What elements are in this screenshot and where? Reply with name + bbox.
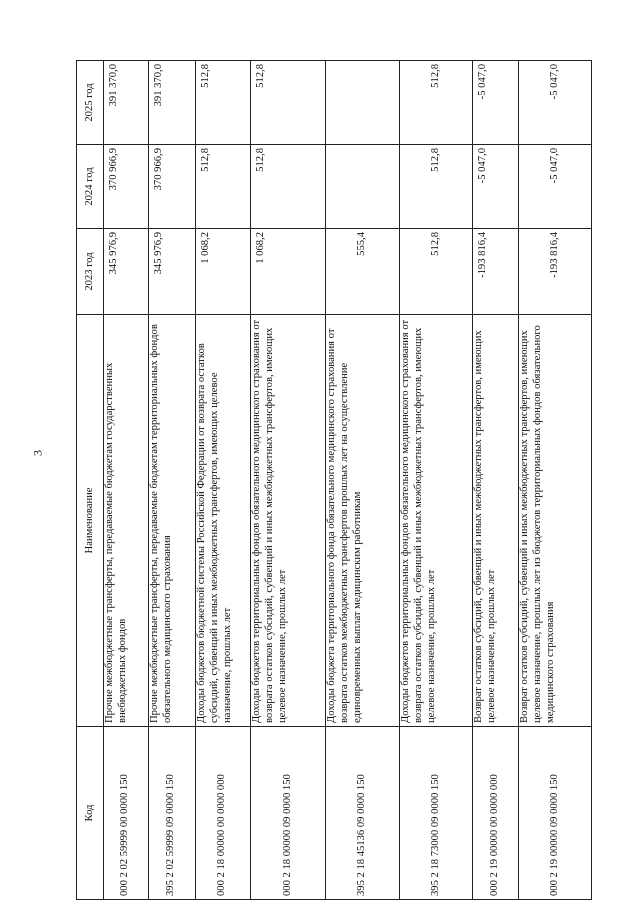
row-code: 000 2 02 59999 00 0000 150	[104, 727, 149, 900]
table-row	[148, 61, 195, 900]
row-value-2023: 1 068,2	[195, 229, 250, 315]
row-value-2025: -5 047,0	[473, 61, 519, 145]
header-name: Наименование	[77, 315, 104, 727]
page-number: 3	[30, 450, 45, 456]
table-header-row	[77, 61, 104, 900]
row-value-2024: 512,8	[195, 145, 250, 229]
table-row	[250, 61, 325, 900]
row-value-2025: 512,8	[400, 61, 473, 145]
table-row	[104, 61, 149, 900]
row-code: 395 2 18 45136 09 0000 150	[326, 727, 400, 900]
row-name: Доходы бюджета территориального фонда обязательного медицинского страхования от возврата остатков межбюджетных трансфертов прошлых лет на осуществление единовременных выплат медицинским работникам	[326, 315, 400, 727]
row-value-2024	[326, 145, 400, 229]
row-value-2025	[326, 61, 400, 145]
header-2024: 2024 год	[77, 145, 104, 229]
row-name: Возврат остатков субсидий, субвенций и иных межбюджетных трансфертов, имеющих целевое назначение, прошлых лет	[473, 315, 519, 727]
row-code: 395 2 02 59999 09 0000 150	[148, 727, 195, 900]
row-code: 000 2 18 00000 00 0000 000	[195, 727, 250, 900]
row-value-2024: -5 047,0	[519, 145, 592, 229]
row-value-2024: -5 047,0	[473, 145, 519, 229]
row-value-2023: 555,4	[326, 229, 400, 315]
row-value-2024: 512,8	[400, 145, 473, 229]
row-value-2025: 512,8	[250, 61, 325, 145]
row-name: Доходы бюджетов бюджетной системы Российской Федерации от возврата остатков субсидий, субвенций и иных межбюджетных трансфертов, имеющих целевое назначение, прошлых лет	[195, 315, 250, 727]
row-value-2024: 370 966,9	[148, 145, 195, 229]
rotated-table-frame	[76, 61, 592, 900]
row-name: Прочие межбюджетные трансферты, передаваемые бюджетам государственных внебюджетных фондов	[104, 315, 149, 727]
row-value-2025: -5 047,0	[519, 61, 592, 145]
header-code: Код	[77, 727, 104, 900]
row-value-2025: 391 370,0	[148, 61, 195, 145]
row-value-2025: 512,8	[195, 61, 250, 145]
table-row	[519, 61, 592, 900]
row-code: 000 2 18 00000 09 0000 150	[250, 727, 325, 900]
row-value-2023: 1 068,2	[250, 229, 325, 315]
row-value-2023: -193 816,4	[473, 229, 519, 315]
row-name: Доходы бюджетов территориальных фондов обязательного медицинского страхования от возврата остатков субсидий, субвенций и иных межбюджетных трансфертов, имеющих целевое назначение, прошлых лет	[250, 315, 325, 727]
row-code: 000 2 19 00000 09 0000 150	[519, 727, 592, 900]
table-row	[326, 61, 400, 900]
table-row	[195, 61, 250, 900]
table-row	[400, 61, 473, 900]
row-name: Доходы бюджетов территориальных фондов обязательного медицинского страхования от возврата остатков субсидий, субвенций и иных межбюджетных трансфертов, имеющих целевое назначение, прошлых лет	[400, 315, 473, 727]
row-value-2023: 512,8	[400, 229, 473, 315]
budget-table-container	[76, 61, 592, 900]
budget-revenue-table	[76, 60, 592, 900]
row-value-2023: 345 976,9	[104, 229, 149, 315]
row-code: 395 2 18 73000 09 0000 150	[400, 727, 473, 900]
row-value-2024: 370 966,9	[104, 145, 149, 229]
row-value-2023: 345 976,9	[148, 229, 195, 315]
header-2025: 2025 год	[77, 61, 104, 145]
row-name: Прочие межбюджетные трансферты, передаваемые бюджетам территориальных фондов обязательного медицинского страхования	[148, 315, 195, 727]
row-value-2024: 512,8	[250, 145, 325, 229]
table-row	[473, 61, 519, 900]
row-value-2023: -193 816,4	[519, 229, 592, 315]
header-2023: 2023 год	[77, 229, 104, 315]
row-name: Возврат остатков субсидий, субвенций и иных межбюджетных трансфертов, имеющих целевое назначение, прошлых лет из бюджетов территориальных фондов обязательного медицинского страхования	[519, 315, 592, 727]
row-code: 000 2 19 00000 00 0000 000	[473, 727, 519, 900]
row-value-2025: 391 370,0	[104, 61, 149, 145]
